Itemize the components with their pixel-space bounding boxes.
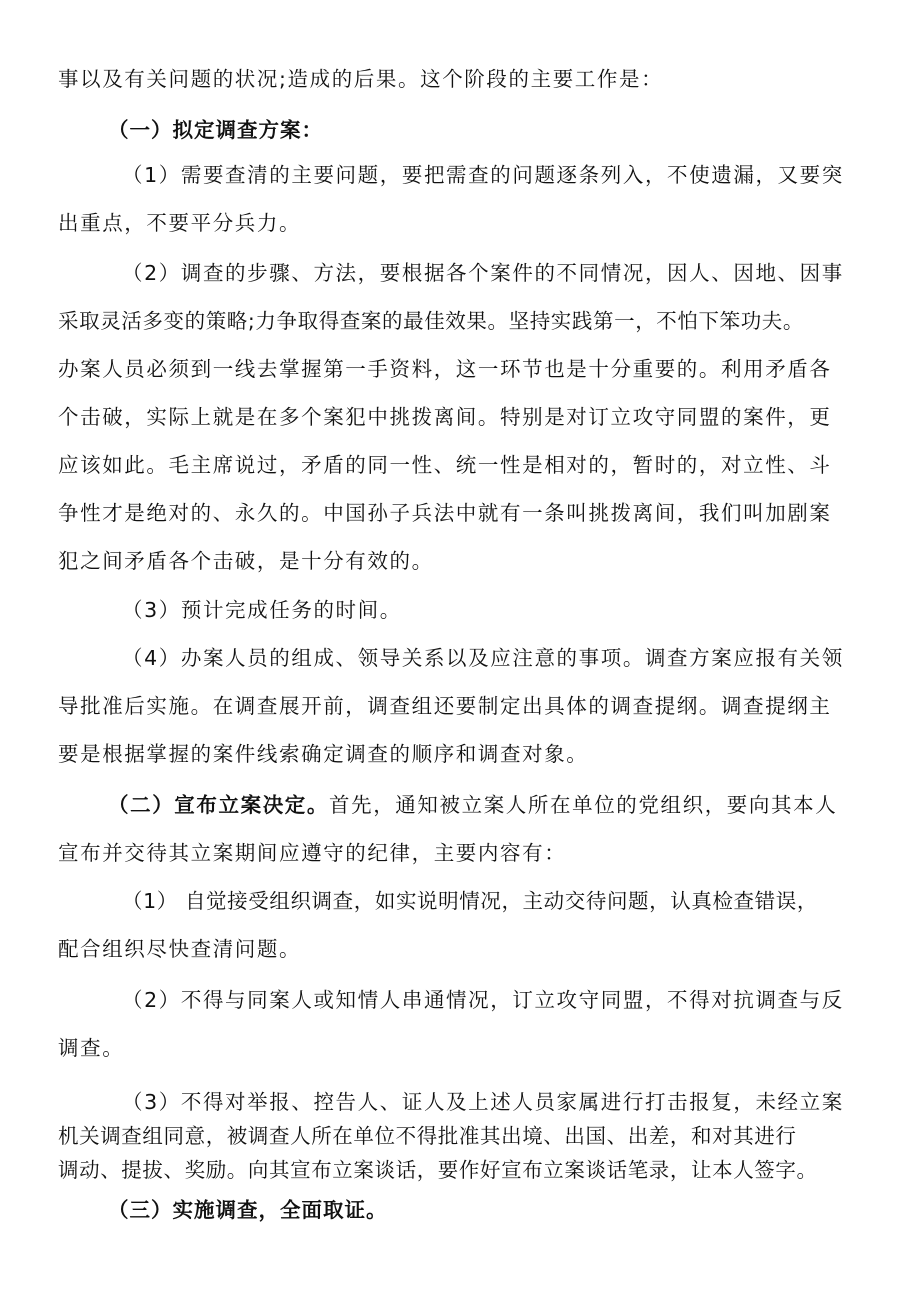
paragraph-line: 要是根据掌握的案件线索确定调查的顺序和调查对象。	[58, 742, 589, 766]
paragraph-line: 应该如此。毛主席说过，矛盾的同一性、统一性是相对的，暂时的，对立性、斗	[58, 453, 832, 477]
paragraph-line: 出重点，不要平分兵力。	[58, 211, 302, 235]
paragraph-line: 争性才是绝对的、永久的。中国孙子兵法中就有一条叫挑拨离间，我们叫加剧案	[58, 501, 832, 525]
section-heading-1: （一）拟定调查方案：	[108, 118, 323, 142]
paragraph-line: 调查。	[58, 1036, 125, 1060]
paragraph-line: 办案人员必须到一线去掌握第一手资料，这一环节也是十分重要的。利用矛盾各	[58, 357, 832, 381]
paragraph-line: 宣布并交待其立案期间应遵守的纪律，主要内容有：	[58, 841, 567, 865]
paragraph-line: （3）预计完成任务的时间。	[122, 598, 402, 622]
paragraph-line: 调动、提拔、奖励。向其宣布立案谈话，要作好宣布立案谈话笔录，让本人签字。	[58, 1158, 818, 1182]
paragraph-line	[108, 790, 920, 820]
paragraph-text: 首先，通知被立案人所在单位的党组织，要向其本人	[329, 793, 838, 817]
paragraph-line: （2）调查的步骤、方法，要根据各个案件的不同情况，因人、因地、因事	[122, 261, 844, 285]
section-heading-3: （三）实施调查，全面取证。	[108, 1198, 388, 1222]
paragraph-line: 导批准后实施。在调查展开前，调查组还要制定出具体的调查提纲。调查提纲主	[58, 694, 832, 718]
paragraph-line: 机关调查组同意，被调查人所在单位不得批准其出境、出国、出差，和对其进行	[58, 1124, 797, 1148]
paragraph-line: 配合组织尽快查清问题。	[58, 937, 302, 961]
paragraph-line: （3）不得对举报、控告人、证人及上述人员家属进行打击报复，未经立案	[122, 1090, 844, 1114]
section-heading-2: （二）宣布立案决定。	[108, 793, 329, 817]
paragraph-line: （4）办案人员的组成、领导关系以及应注意的事项。调查方案应报有关领	[122, 646, 844, 670]
paragraph-line: （2）不得与同案人或知情人串通情况，订立攻守同盟，不得对抗调查与反	[122, 988, 844, 1012]
paragraph-line: 事以及有关问题的状况;造成的后果。这个阶段的主要工作是：	[58, 67, 664, 91]
paragraph-line: 犯之间矛盾各个击破，是十分有效的。	[58, 549, 434, 573]
paragraph-line: （1）需要查清的主要问题，要把需查的问题逐条列入，不使遗漏，又要突	[122, 163, 844, 187]
paragraph-line: （1） 自觉接受组织调查，如实说明情况，主动交待问题，认真检查错误，	[122, 889, 818, 913]
paragraph-line: 个击破，实际上就是在多个案犯中挑拨离间。特别是对订立攻守同盟的案件，更	[58, 405, 832, 429]
paragraph-line: 采取灵活多变的策略;力争取得查案的最佳效果。坚持实践第一，不怕下笨功夫。	[58, 309, 805, 333]
